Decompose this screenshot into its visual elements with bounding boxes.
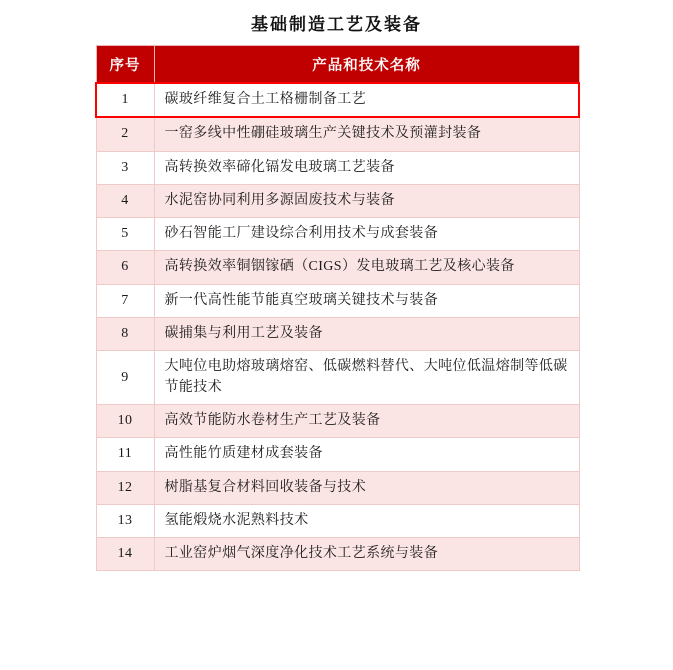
table-container [95, 45, 578, 571]
table-row [96, 504, 579, 537]
table-row [96, 184, 579, 217]
column-header-name: 产品和技术名称 [154, 46, 579, 84]
row-number: 3 [96, 151, 154, 184]
row-number: 6 [96, 251, 154, 284]
page-title: 基础制造工艺及装备 [251, 15, 422, 34]
table-row [96, 538, 579, 571]
column-header-num: 序号 [96, 46, 154, 84]
row-product-name: 高转换效率铜铟镓硒（CIGS）发电玻璃工艺及核心装备 [154, 251, 579, 284]
row-product-name: 新一代高性能节能真空玻璃关键技术与装备 [154, 284, 579, 317]
table-row [96, 284, 579, 317]
table-header-row [96, 46, 579, 84]
table-row [96, 404, 579, 437]
row-number: 7 [96, 284, 154, 317]
row-product-name: 大吨位电助熔玻璃熔窑、低碳燃料替代、大吨位低温熔制等低碳节能技术 [154, 351, 579, 405]
table-row [96, 438, 579, 471]
row-number: 10 [96, 404, 154, 437]
table-row [96, 351, 579, 405]
row-product-name: 高转换效率碲化镉发电玻璃工艺装备 [154, 151, 579, 184]
products-table [95, 45, 580, 571]
row-product-name: 一窑多线中性硼硅玻璃生产关键技术及预灌封装备 [154, 117, 579, 151]
table-row [96, 471, 579, 504]
table-row [96, 318, 579, 351]
row-number: 9 [96, 351, 154, 405]
row-number: 13 [96, 504, 154, 537]
row-number: 5 [96, 218, 154, 251]
row-number: 12 [96, 471, 154, 504]
row-number: 11 [96, 438, 154, 471]
table-body [96, 83, 579, 571]
row-product-name: 砂石智能工厂建设综合利用技术与成套装备 [154, 218, 579, 251]
row-number: 4 [96, 184, 154, 217]
row-product-name: 树脂基复合材料回收装备与技术 [154, 471, 579, 504]
row-number: 8 [96, 318, 154, 351]
table-header [96, 46, 579, 84]
table-row [96, 117, 579, 151]
table-row [96, 218, 579, 251]
row-number: 14 [96, 538, 154, 571]
table-row [96, 83, 579, 117]
row-product-name: 高性能竹质建材成套装备 [154, 438, 579, 471]
table-row [96, 251, 579, 284]
row-product-name: 氢能煅烧水泥熟料技术 [154, 504, 579, 537]
table-row [96, 151, 579, 184]
row-number: 2 [96, 117, 154, 151]
row-product-name: 高效节能防水卷材生产工艺及装备 [154, 404, 579, 437]
row-product-name: 水泥窑协同利用多源固废技术与装备 [154, 184, 579, 217]
row-product-name: 碳玻纤维复合土工格栅制备工艺 [154, 83, 579, 117]
row-number: 1 [96, 83, 154, 117]
row-product-name: 碳捕集与利用工艺及装备 [154, 318, 579, 351]
row-product-name: 工业窑炉烟气深度净化技术工艺系统与装备 [154, 538, 579, 571]
